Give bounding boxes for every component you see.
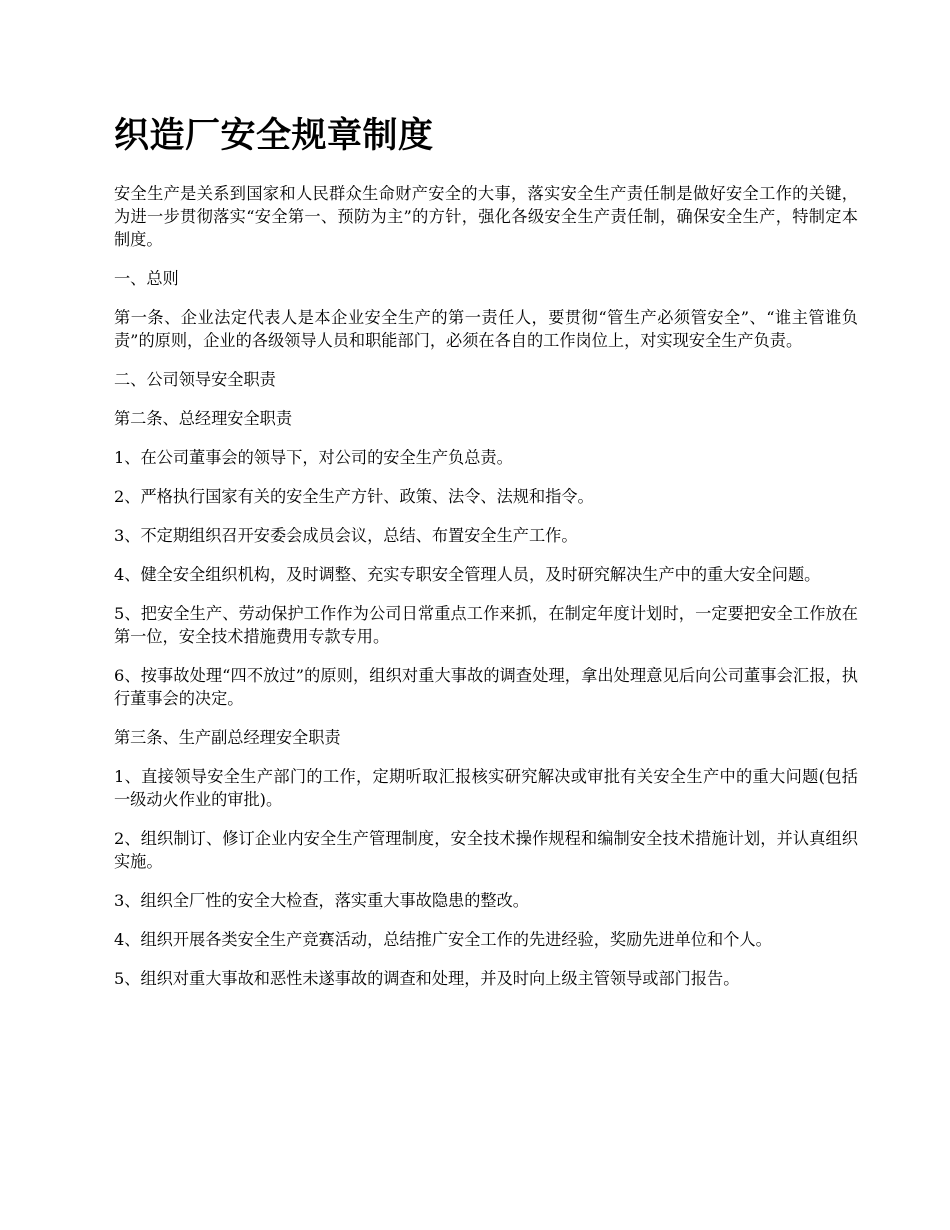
intro-paragraph: 安全生产是关系到国家和人民群众生命财产安全的大事，落实安全生产责任制是做好安全工作的关键，为进一步贯彻落实“安全第一、预防为主”的方针，强化各级安全生产责任制，确保安全生产，特制定本制度。	[114, 184, 858, 249]
article-3-heading: 第三条、生产副总经理安全职责	[114, 728, 341, 747]
article-2-item-6: 6、按事故处理“四不放过”的原则，组织对重大事故的调查处理，拿出处理意见后向公司董事会汇报，执行董事会的决定。	[114, 666, 858, 708]
article-2-item-4: 4、健全安全组织机构，及时调整、充实专职安全管理人员，及时研究解决生产中的重大安全问题。	[114, 565, 821, 584]
article-1-paragraph: 第一条、企业法定代表人是本企业安全生产的第一责任人，要贯彻“管生产必须管安全”、“谁主管谁负责”的原则，企业的各级领导人员和职能部门，必须在各自的工作岗位上，对实现安全生产负责。	[114, 308, 858, 350]
article-2-item-2: 2、严格执行国家有关的安全生产方针、政策、法令、法规和指令。	[114, 487, 594, 506]
article-2-item-5: 5、把安全生产、劳动保护工作作为公司日常重点工作来抓，在制定年度计划时，一定要把安全工作放在第一位，安全技术措施费用专款专用。	[114, 604, 858, 646]
article-3-item-5: 5、组织对重大事故和恶性未遂事故的调查和处理，并及时向上级主管领导或部门报告。	[114, 969, 740, 988]
document-body	[114, 182, 858, 990]
article-2-item-1: 1、在公司董事会的领导下，对公司的安全生产负总责。	[114, 448, 513, 467]
article-3-item-3: 3、组织全厂性的安全大检查，落实重大事故隐患的整改。	[114, 891, 529, 910]
article-2-heading: 第二条、总经理安全职责	[114, 409, 293, 428]
document-title: 织造厂安全规章制度	[114, 115, 434, 156]
document-page	[114, 110, 858, 990]
section-heading-general: 一、总则	[114, 269, 179, 288]
section-heading-leadership: 二、公司领导安全职责	[114, 370, 276, 389]
article-2-item-3: 3、不定期组织召开安委会成员会议，总结、布置安全生产工作。	[114, 526, 578, 545]
article-3-item-1: 1、直接领导安全生产部门的工作，定期听取汇报核实研究解决或审批有关安全生产中的重大问题(包括一级动火作业的审批)。	[114, 767, 858, 809]
article-3-item-4: 4、组织开展各类安全生产竞赛活动，总结推广安全工作的先进经验，奖励先进单位和个人。	[114, 930, 772, 949]
article-3-item-2: 2、组织制订、修订企业内安全生产管理制度，安全技术操作规程和编制安全技术措施计划，并认真组织实施。	[114, 829, 858, 871]
